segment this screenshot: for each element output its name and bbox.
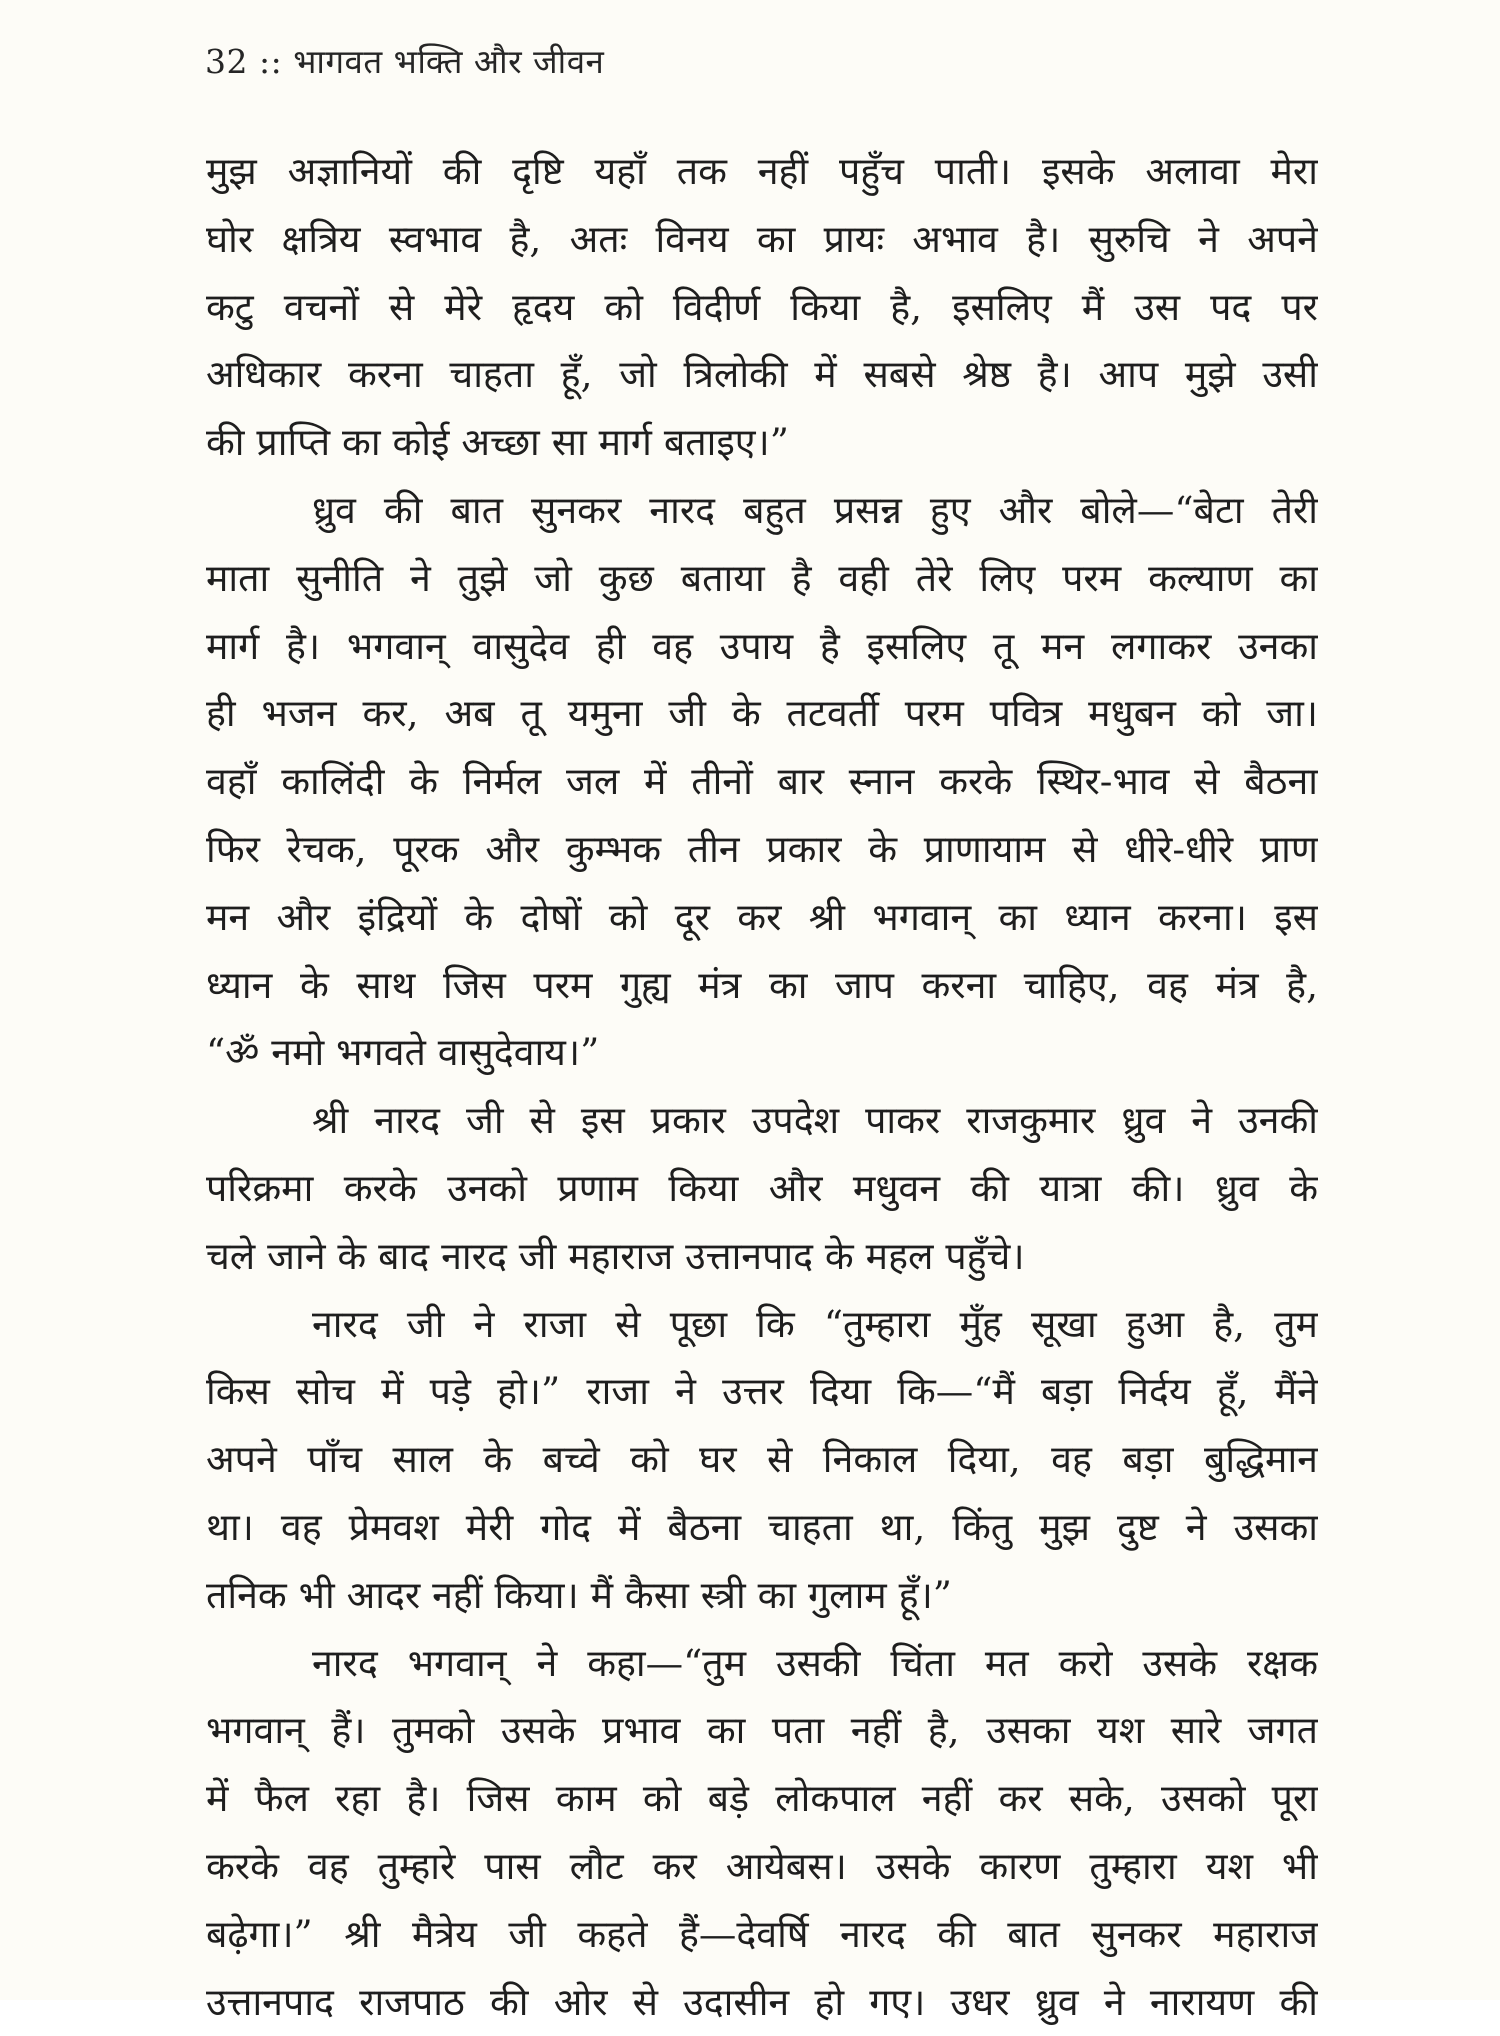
paragraph-3 — [206, 1087, 1318, 1290]
text-line: की प्राप्ति का कोई अच्छा सा मार्ग बताइए।” — [206, 420, 789, 465]
text-line: कटु वचनों से मेरे हृदय को विदीर्ण किया है, इसलिए मैं उस पद पर — [206, 284, 1318, 329]
text-line: ध्रुव की बात सुनकर नारद बहुत प्रसन्न हुए और बोले—“बेटा तेरी — [312, 487, 1318, 532]
paragraph-2 — [206, 477, 1318, 1087]
text-line: माता सुनीति ने तुझे जो कुछ बताया है वही तेरे लिए परम कल्याण का — [206, 555, 1318, 600]
text-line: था। वह प्रेमवश मेरी गोद में बैठना चाहता था, किंतु मुझ दुष्ट ने उसका — [206, 1504, 1318, 1549]
text-line: नारद जी ने राजा से पूछा कि “तुम्हारा मुँह सूखा हुआ है, तुम — [312, 1301, 1318, 1346]
text-line: “ॐ नमो भगवते वासुदेवाय।” — [206, 1030, 600, 1075]
text-line: श्री नारद जी से इस प्रकार उपदेश पाकर राजकुमार ध्रुव ने उनकी — [312, 1098, 1318, 1143]
text-line: परिक्रमा करके उनको प्रणाम किया और मधुवन की यात्रा की। ध्रुव के — [206, 1165, 1318, 1210]
text-line: अपने पाँच साल के बच्वे को घर से निकाल दिया, वह बड़ा बुद्धिमान — [206, 1437, 1318, 1482]
text-line: फिर रेचक, पूरक और कुम्भक तीन प्रकार के प्राणायाम से धीरे-धीरे प्राण — [206, 826, 1318, 871]
running-header: 32 :: भागवत भक्ति और जीवन — [205, 42, 605, 81]
text-line: मार्ग है। भगवान् वासुदेव ही वह उपाय है इसलिए तू मन लगाकर उनका — [206, 623, 1318, 668]
text-line: मन और इंद्रियों के दोषों को दूर कर श्री भगवान् का ध्यान करना। इस — [206, 894, 1318, 939]
text-line: ही भजन कर, अब तू यमुना जी के तटवर्ती परम पवित्र मधुबन को जा। — [206, 691, 1318, 736]
text-line: नारद भगवान् ने कहा—“तुम उसकी चिंता मत करो उसके रक्षक — [312, 1640, 1318, 1685]
text-line: तनिक भी आदर नहीं किया। मैं कैसा स्त्री का गुलाम हूँ।” — [206, 1572, 952, 1617]
text-line: मुझ अज्ञानियों की दृष्टि यहाँ तक नहीं पहुँच पाती। इसके अलावा मेरा — [206, 149, 1318, 193]
text-line: करके वह तुम्हारे पास लौट कर आयेबस। उसके कारण तुम्हारा यश भी — [206, 1843, 1318, 1888]
text-line: उत्तानपाद राजपाठ की ओर से उदासीन हो गए। उधर ध्रुव ने नारायण की — [206, 1979, 1318, 2024]
text-line: वहाँ कालिंदी के निर्मल जल में तीनों बार स्नान करके स्थिर-भाव से बैठना — [206, 759, 1318, 804]
text-line: में फैल रहा है। जिस काम को बड़े लोकपाल नहीं कर सके, उसको पूरा — [206, 1776, 1318, 1821]
text-line: चले जाने के बाद नारद जी महाराज उत्तानपाद के महल पहुँचे। — [206, 1233, 1025, 1278]
text-line: अधिकार करना चाहता हूँ, जो त्रिलोकी में सबसे श्रेष्ठ है। आप मुझे उसी — [206, 352, 1318, 397]
paragraph-1 — [206, 138, 1318, 477]
paragraph-4 — [206, 1291, 1318, 1630]
body-text — [206, 138, 1318, 2036]
text-line: बढ़ेगा।” श्री मैत्रेय जी कहते हैं—देवर्षि नारद की बात सुनकर महाराज — [206, 1911, 1318, 1956]
paragraph-5 — [206, 1630, 1318, 2036]
text-line: किस सोच में पड़े हो।” राजा ने उत्तर दिया कि—“मैं बड़ा निर्दय हूँ, मैंने — [206, 1369, 1318, 1414]
text-line: घोर क्षत्रिय स्वभाव है, अतः विनय का प्रायः अभाव है। सुरुचि ने अपने — [206, 216, 1318, 261]
text-line: ध्यान के साथ जिस परम गुह्य मंत्र का जाप करना चाहिए, वह मंत्र है, — [206, 962, 1318, 1007]
text-line: भगवान् हैं। तुमको उसके प्रभाव का पता नहीं है, उसका यश सारे जगत — [206, 1708, 1318, 1753]
